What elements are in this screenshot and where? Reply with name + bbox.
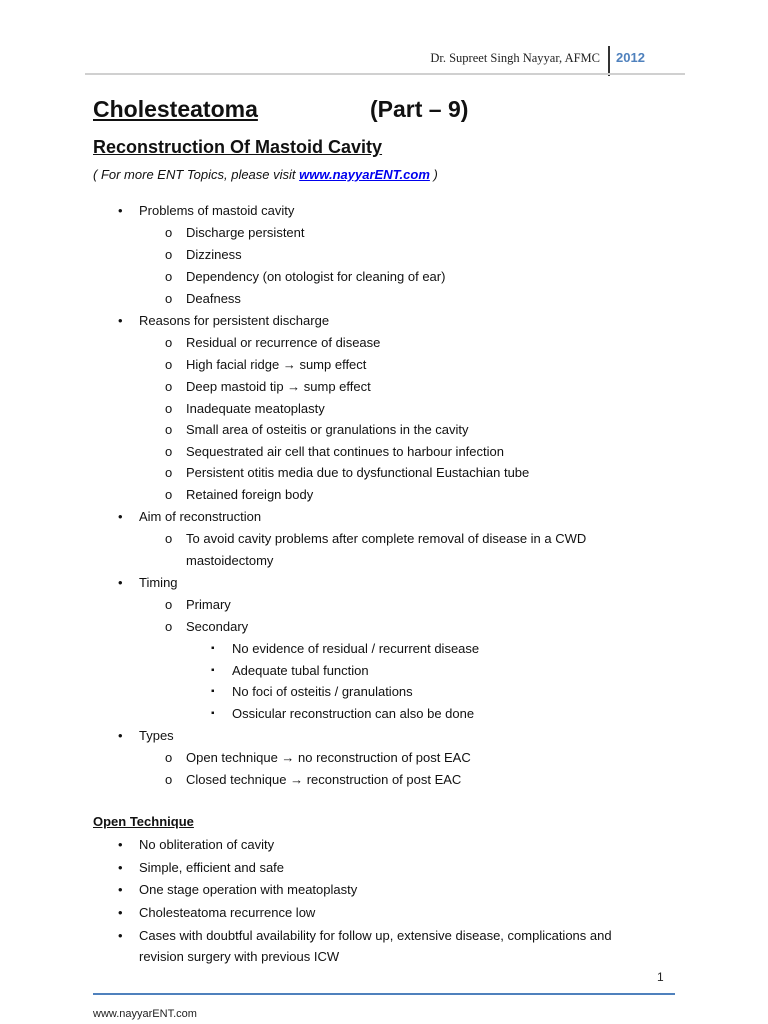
circle-bullet-icon: o [165,357,173,372]
title-row [93,96,693,128]
bullet-icon: • [118,860,123,875]
circle-bullet-icon: o [165,444,173,459]
bullet-icon: • [118,575,123,590]
bullet-icon: • [118,313,123,328]
bullet-icon: • [118,882,123,897]
arrow-icon: → [281,750,295,765]
page-title: Cholesteatoma [93,96,258,122]
visit-prefix: ( For more ENT Topics, please visit [93,167,300,182]
bullet-icon: • [118,905,123,920]
bullet-icon: • [118,837,123,852]
circle-bullet-icon: o [165,225,173,240]
arrow-icon: → [282,357,296,372]
circle-bullet-icon: o [165,619,173,634]
square-bullet-icon: ▪ [211,643,215,654]
header-divider [608,46,610,76]
circle-bullet-icon: o [165,269,173,284]
bullet-icon: • [118,509,123,524]
arrow-icon: → [290,772,304,787]
bullet-icon: • [118,203,123,218]
circle-bullet-icon: o [165,379,173,394]
bullet-icon: • [118,928,123,943]
part-label: (Part – 9) [370,96,469,122]
circle-bullet-icon: o [165,335,173,350]
header-rule [85,73,685,75]
circle-bullet-icon: o [165,291,173,306]
circle-bullet-icon: o [165,401,173,416]
visit-note [93,167,438,182]
list-item-continuation: revision surgery with previous ICW [139,949,340,964]
circle-bullet-icon: o [165,487,173,502]
circle-bullet-icon: o [165,750,173,765]
website-link[interactable]: www.nayyarENT.com [299,167,430,182]
visit-suffix: ) [429,167,438,182]
header-author: Dr. Supreet Singh Nayyar, AFMC [430,51,600,65]
square-bullet-icon: ▪ [211,708,215,719]
page-header [85,46,685,76]
circle-bullet-icon: o [165,531,173,546]
circle-bullet-icon: o [165,772,173,787]
bullet-icon: • [118,728,123,743]
footer-rule [93,993,675,995]
circle-bullet-icon: o [165,465,173,480]
circle-bullet-icon: o [165,597,173,612]
square-bullet-icon: ▪ [211,665,215,676]
circle-bullet-icon: o [165,247,173,262]
square-bullet-icon: ▪ [211,686,215,697]
circle-bullet-icon: o [165,422,173,437]
section-heading-open-technique: Open Technique [93,814,194,829]
arrow-icon: → [287,379,301,394]
list-item-continuation: mastoidectomy [186,553,274,568]
page-subtitle: Reconstruction Of Mastoid Cavity [93,137,383,157]
header-year: 2012 [616,50,645,65]
page-number: 1 [657,970,664,984]
footer-url: www.nayyarENT.com [93,1008,197,1020]
